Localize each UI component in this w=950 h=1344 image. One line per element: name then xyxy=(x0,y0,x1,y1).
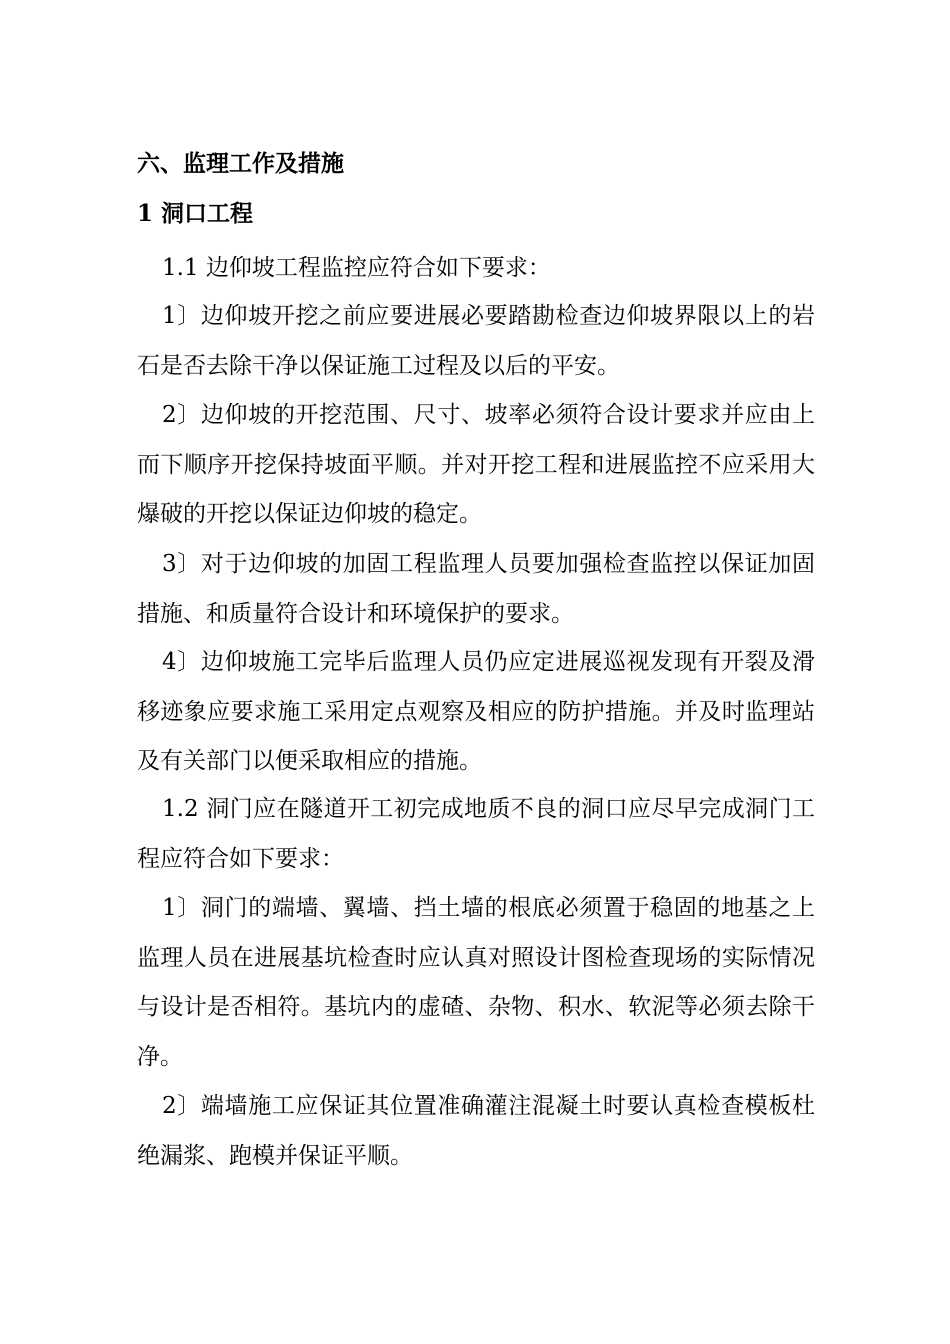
paragraph-portal-item-2: 2〕端墙施工应保证其位置准确灌注混凝土时要认真检查模板杜绝漏浆、跑模并保证平顺。 xyxy=(137,1093,815,1169)
paragraph-1-1-intro: 1.1 边仰坡工程监控应符合如下要求： xyxy=(162,255,551,281)
subsection-title: 1 洞口工程 xyxy=(137,200,254,227)
section-title: 六、监理工作及措施 xyxy=(137,150,344,177)
paragraph-slope-item-1: 1〕边仰坡开挖之前应要进展必要踏勘检查边仰坡界限以上的岩石是否去除干净以保证施工过程及以后的平安。 xyxy=(137,303,815,379)
paragraph-slope-item-4: 4〕边仰坡施工完毕后监理人员仍应定进展巡视发现有开裂及滑移迹象应要求施工采用定点观察及相应的防护措施。并及时监理站及有关部门以便采取相应的措施。 xyxy=(137,649,815,774)
paragraph-1-2-intro: 1.2 洞门应在隧道开工初完成地质不良的洞口应尽早完成洞门工程应符合如下要求： xyxy=(137,796,815,872)
paragraph-slope-item-2: 2〕边仰坡的开挖范围、尺寸、坡率必须符合设计要求并应由上而下顺序开挖保持坡面平顺。并对开挖工程和进展监控不应采用大爆破的开挖以保证边仰坡的稳定。 xyxy=(137,402,815,527)
paragraph-portal-item-1: 1〕洞门的端墙、翼墙、挡土墙的根底必须置于稳固的地基之上监理人员在进展基坑检查时应认真对照设计图检查现场的实际情况与设计是否相符。基坑内的虚碴、杂物、积水、软泥等必须去除干净。 xyxy=(137,895,815,1070)
paragraph-slope-item-3: 3〕对于边仰坡的加固工程监理人员要加强检查监控以保证加固措施、和质量符合设计和环境保护的要求。 xyxy=(137,551,815,627)
